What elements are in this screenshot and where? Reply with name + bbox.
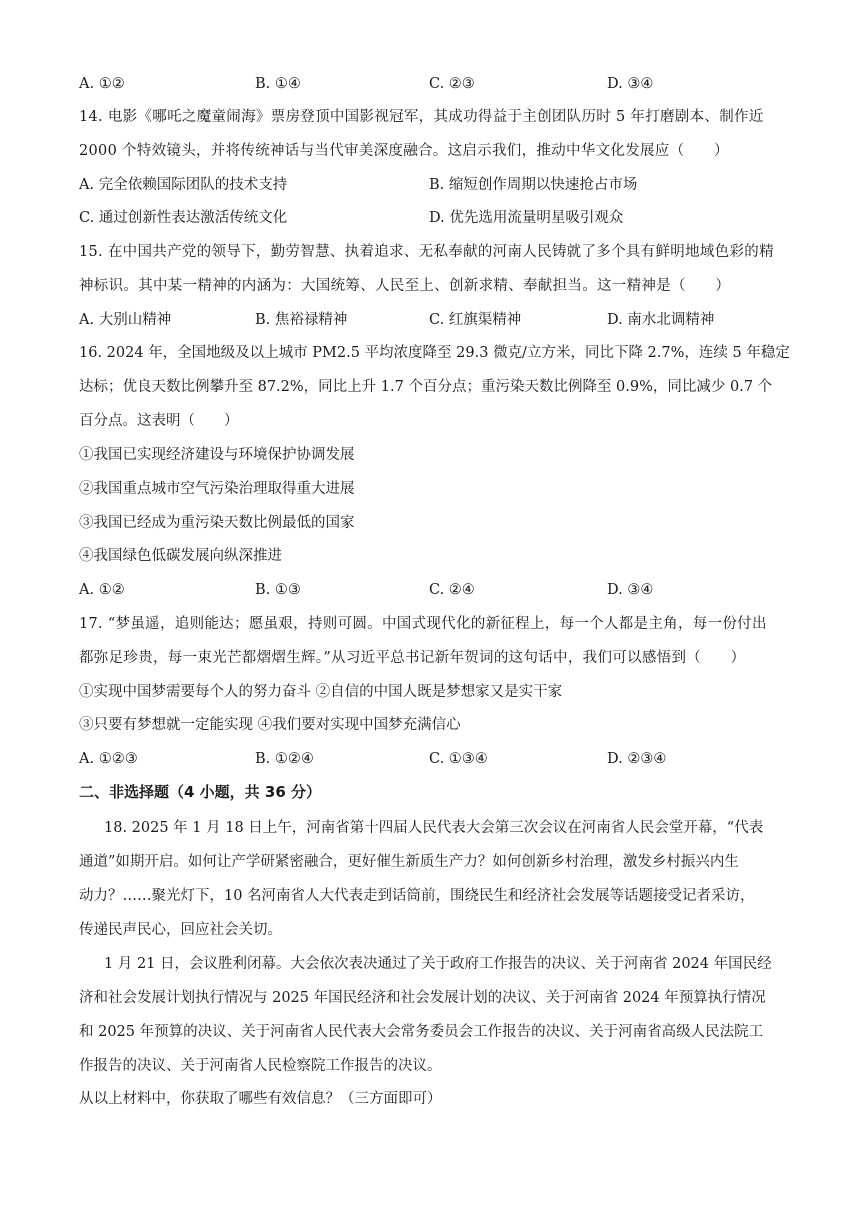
q14-options-row-1 [79, 175, 779, 195]
q17-option-a: A. ①②③ [79, 751, 138, 767]
q15-option-a: A. 大别山精神 [79, 312, 172, 328]
q16-stem-line-3: 百分点。这表明（ ） [79, 413, 239, 429]
q13-options [79, 74, 779, 94]
q13-option-b: B. ①④ [255, 76, 301, 92]
q15-stem-line-2: 神标识。其中某一精神的内涵为：大国统筹、人民至上、创新求精、奉献担当。这一精神是（ ） [79, 278, 731, 294]
q18-paragraph-2-line-1: 1 月 21 日，会议胜利闭幕。大会依次表决通过了关于政府工作报告的决议、关于河南省 2024 年国民经 [104, 956, 772, 972]
q13-option-d: D. ③④ [607, 76, 654, 92]
q18-paragraph-2-line-4: 作报告的决议、关于河南省人民检察院工作报告的决议。 [79, 1058, 442, 1074]
q18-paragraph-2-line-2: 济和社会发展计划执行情况与 2025 年国民经济和社会发展计划的决议、关于河南省 2024 年预算执行情况 [79, 990, 766, 1006]
q17-stem-line-1: 17. “梦虽遥，追则能达；愿虽艰，持则可圆。中国式现代化的新征程上，每一个人都是主角，每一份付出 [79, 616, 767, 632]
q16-option-a: A. ①② [79, 582, 125, 598]
q13-option-a: A. ①② [79, 76, 125, 92]
q16-statement-1: ①我国已实现经济建设与环境保护协调发展 [79, 447, 355, 463]
q16-option-c: C. ②④ [429, 582, 475, 598]
q18-paragraph-1-line-1: 18. 2025 年 1 月 18 日上午，河南省第十四届人民代表大会第三次会议在河南省人民会堂开幕，“代表 [104, 820, 764, 836]
q17-statements-line-1: ①实现中国梦需要每个人的努力奋斗 ②自信的中国人既是梦想家又是实干家 [79, 684, 563, 700]
q17-options [79, 749, 779, 769]
q16-options [79, 580, 779, 600]
q16-statement-4: ④我国绿色低碳发展向纵深推进 [79, 548, 282, 564]
q15-stem-line-1: 15. 在中国共产党的领导下，勤劳智慧、执着追求、无私奉献的河南人民铸就了多个具有鲜明地域色彩的精 [79, 244, 774, 260]
q14-option-c: C. 通过创新性表达激活传统文化 [79, 210, 288, 226]
q14-stem-line-1: 14. 电影《哪吒之魔童闹海》票房登顶中国影视冠军，其成功得益于主创团队历时 5 年打磨剧本、制作近 [79, 109, 764, 125]
q16-stem-line-1: 16. 2024 年，全国地级及以上城市 PM2.5 平均浓度降至 29.3 微克/立方米，同比下降 2.7%，连续 5 年稳定 [79, 345, 790, 361]
q14-option-a: A. 完全依赖国际团队的技术支持 [79, 177, 288, 193]
q18-paragraph-1-line-2: 通道”如期开启。如何让产学研紧密融合，更好催生新质生产力？如何创新乡村治理，激发乡村振兴内生 [79, 854, 739, 870]
q14-option-d: D. 优先选用流量明星吸引观众 [429, 210, 624, 226]
q16-statement-2: ②我国重点城市空气污染治理取得重大进展 [79, 481, 355, 497]
q14-options-row-2 [79, 208, 779, 228]
q15-option-d: D. 南水北调精神 [607, 312, 715, 328]
q16-statement-3: ③我国已经成为重污染天数比例最低的国家 [79, 515, 355, 531]
q17-statements-line-2: ③只要有梦想就一定能实现 ④我们要对实现中国梦充满信心 [79, 717, 461, 733]
q17-option-d: D. ②③④ [607, 751, 667, 767]
q18-question: 从以上材料中，你获取了哪些有效信息？（三方面即可） [79, 1091, 442, 1107]
q17-option-b: B. ①②④ [255, 751, 314, 767]
q17-option-c: C. ①③④ [429, 751, 488, 767]
q15-option-b: B. 焦裕禄精神 [255, 312, 348, 328]
q13-option-c: C. ②③ [429, 76, 475, 92]
section-heading: 二、非选择题（4 小题，共 36 分） [79, 783, 321, 801]
q17-stem-line-2: 都弥足珍贵，每一束光芒都熠熠生辉。”从习近平总书记新年贺词的这句话中，我们可以感悟到（ ） [79, 650, 746, 666]
q14-stem-line-2: 2000 个特效镜头，并将传统神话与当代审美深度融合。这启示我们，推动中华文化发展应（ ） [79, 143, 729, 159]
q15-option-c: C. 红旗渠精神 [429, 312, 522, 328]
q18-paragraph-1-line-4: 传递民声民心，回应社会关切。 [79, 922, 282, 938]
q18-paragraph-2-line-3: 和 2025 年预算的决议、关于河南省人民代表大会常务委员会工作报告的决议、关于河南省高级人民法院工 [79, 1024, 764, 1040]
q16-stem-line-2: 达标；优良天数比例攀升至 87.2%，同比上升 1.7 个百分点；重污染天数比例降至 0.9%，同比减少 0.7 个 [79, 379, 773, 395]
q14-option-b: B. 缩短创作周期以快速抢占市场 [429, 177, 638, 193]
q16-option-d: D. ③④ [607, 582, 654, 598]
q15-options [79, 310, 779, 330]
q18-paragraph-1-line-3: 动力？……聚光灯下，10 名河南省人大代表走到话筒前，围绕民生和经济社会发展等话题接受记者采访， [79, 888, 755, 904]
q16-option-b: B. ①③ [255, 582, 301, 598]
